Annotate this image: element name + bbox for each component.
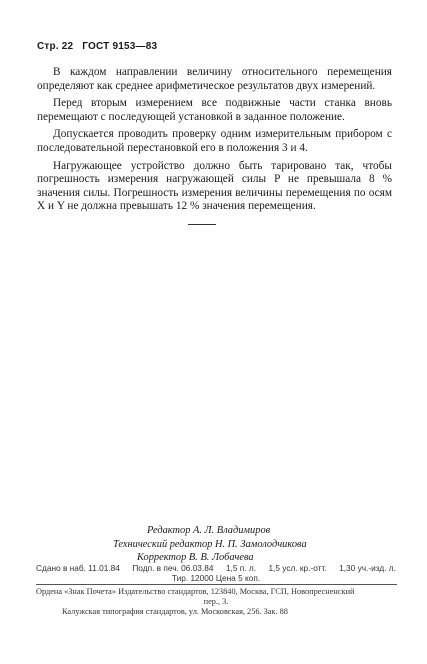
standard-code: ГОСТ 9153—83 [82, 41, 158, 52]
print-detail: 1,30 уч.-изд. л. [339, 563, 396, 573]
publisher-line-cont: пер., 3. [203, 597, 229, 606]
page-header [37, 41, 163, 52]
section-divider [188, 224, 216, 225]
publisher-line: Ордена «Знак Почета» Издательство стандартов, 123840, Москва, ГСП, Новопресненский [36, 587, 355, 596]
page-number: Стр. 22 [37, 41, 74, 52]
paragraph: В каждом направлении величину относительного перемещения определяют как среднее арифметическое результатов двух измерений. [37, 66, 392, 92]
imprint-rule [36, 584, 397, 585]
credits-block [113, 524, 373, 565]
corrector-credit: Корректор В. В. Лобачева [137, 552, 254, 563]
print-details [36, 563, 396, 583]
printer-line: Калужская типография стандартов, ул. Московская, 256. Зак. 88 [62, 607, 288, 616]
print-detail: Подп. в печ. 06.03.84 [132, 563, 214, 573]
tech-editor-credit: Технический редактор Н. П. Замолодчикова [113, 538, 307, 550]
editor-credit: Редактор А. Л. Владимиров [147, 525, 271, 536]
print-detail: 1,5 п. л. [225, 563, 256, 573]
paragraph: Нагружающее устройство должно быть тарировано так, чтобы погрешность измерения нагружающей силы P не превышала 8 % значения силы. Погрешность измерения величины перемещения по осям X и Y не должна превышать 12 % значения перемещения. [37, 159, 392, 213]
paragraph: Перед вторым измерением все подвижные части станка вновь перемещают с последующей установкой в заданное положение. [37, 97, 392, 123]
paragraph: Допускается проводить проверку одним измерительным прибором с последовательной перестановкой его в положения 3 и 4. [37, 128, 392, 154]
body-text [37, 66, 392, 218]
print-detail: 1,5 усл. кр.-отт. [268, 563, 327, 573]
print-details-line [36, 563, 396, 573]
print-detail: Сдано в наб. 11.01.84 [36, 563, 120, 573]
publisher-block [36, 587, 396, 617]
print-run: Тир. 12000 Цена 5 коп. [171, 573, 261, 583]
